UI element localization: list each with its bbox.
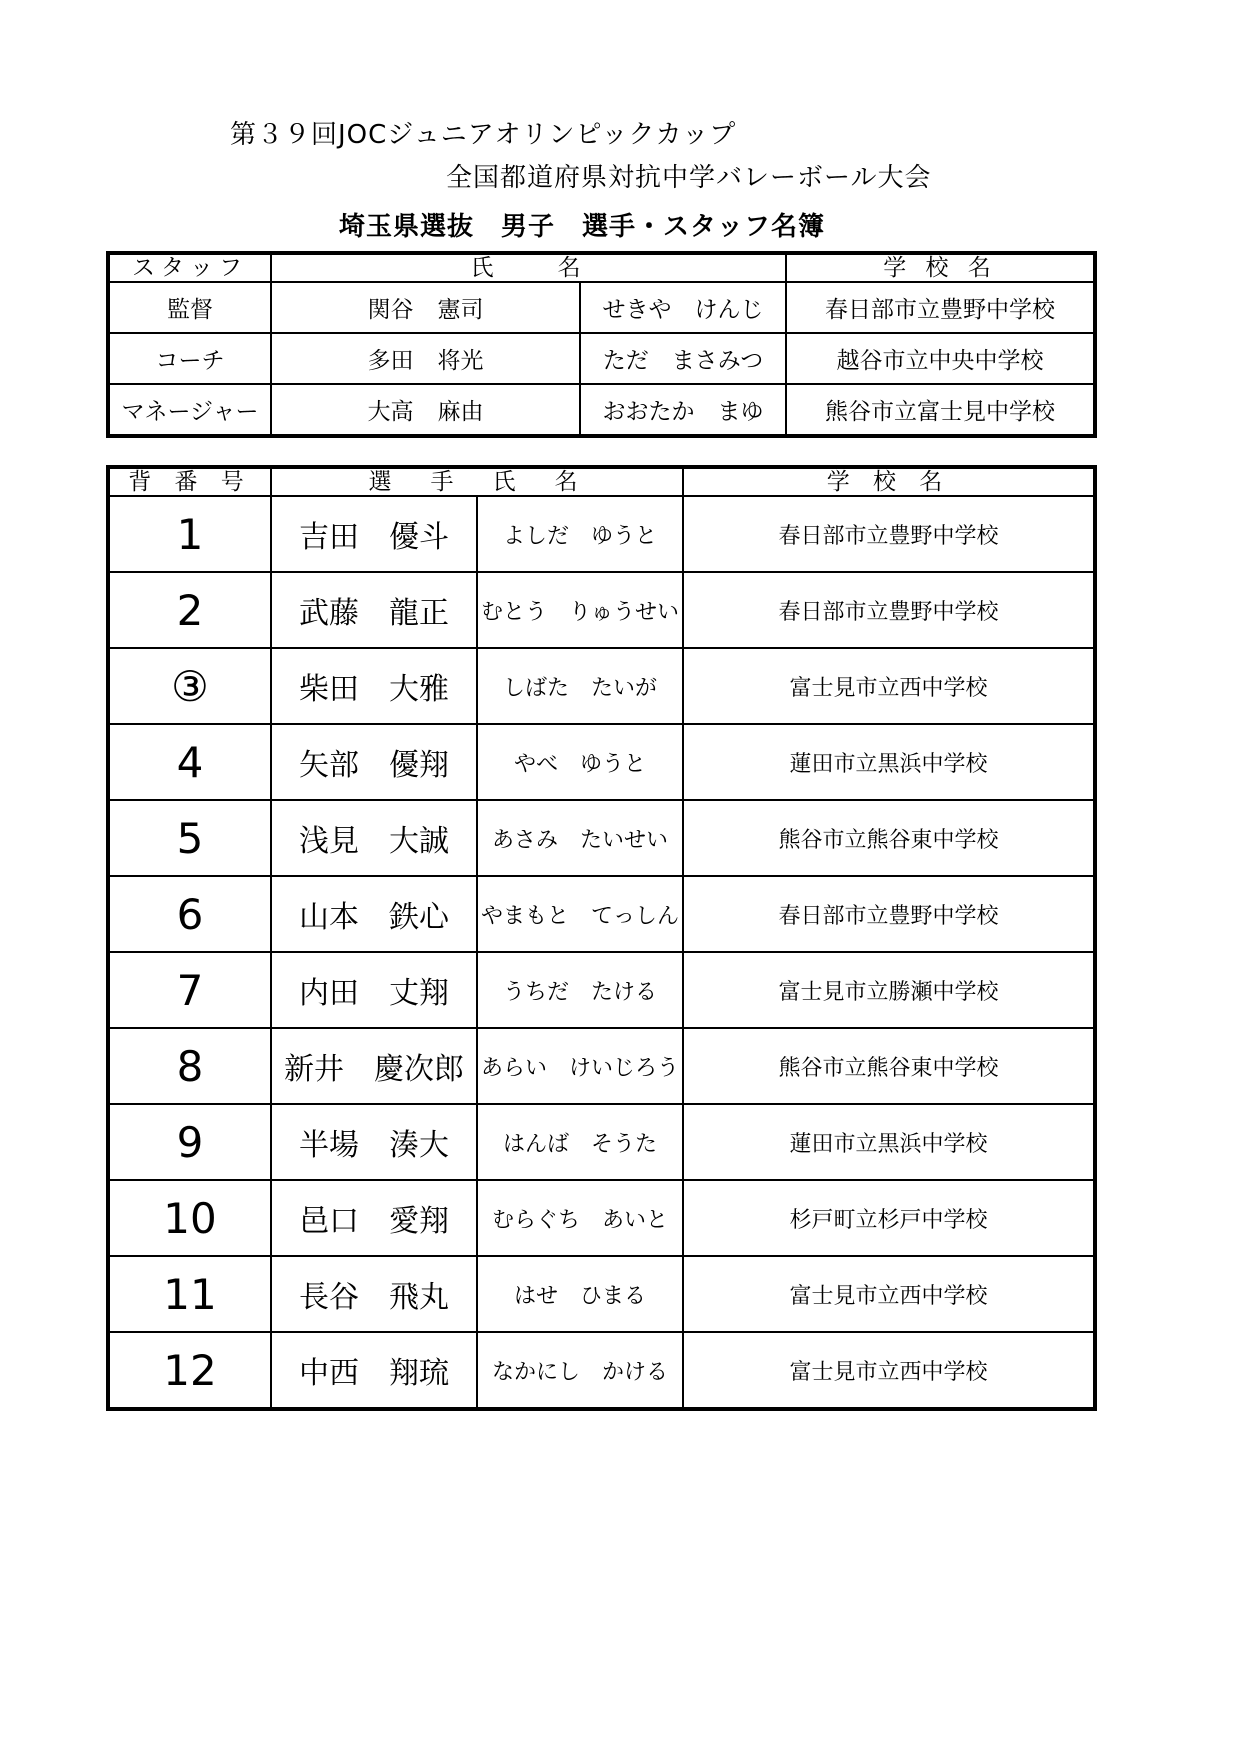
document-title-line2: 全国都道府県対抗中学バレーボール大会 bbox=[446, 163, 932, 193]
player-name bbox=[271, 1180, 477, 1256]
player-number: 6 bbox=[108, 876, 271, 952]
header-player-name: 選 手 氏 名 bbox=[271, 467, 683, 496]
player-number: 12 bbox=[108, 1332, 271, 1409]
staff-row bbox=[108, 384, 1095, 436]
player-number: 2 bbox=[108, 572, 271, 648]
player-number: 9 bbox=[108, 1104, 271, 1180]
player-number: 11 bbox=[108, 1256, 271, 1332]
staff-kana: せきや けんじ bbox=[580, 282, 786, 333]
name-given: 優翔 bbox=[389, 748, 449, 783]
player-school: 春日部市立豊野中学校 bbox=[683, 572, 1095, 648]
staff-name bbox=[271, 384, 580, 436]
player-school: 富士見市立西中学校 bbox=[683, 1256, 1095, 1332]
player-name bbox=[271, 876, 477, 952]
player-table bbox=[106, 465, 1097, 1411]
player-school: 富士見市立勝瀬中学校 bbox=[683, 952, 1095, 1028]
staff-row bbox=[108, 333, 1095, 384]
header-school: 学 校 名 bbox=[683, 467, 1095, 496]
name-given: 翔琉 bbox=[389, 1356, 449, 1391]
player-school: 熊谷市立熊谷東中学校 bbox=[683, 1028, 1095, 1104]
staff-kana: ただ まさみつ bbox=[580, 333, 786, 384]
document-title-line1: 第３９回JOCジュニアオリンピックカップ bbox=[230, 120, 737, 150]
player-row bbox=[108, 1332, 1095, 1409]
header-number: 背 番 号 bbox=[108, 467, 271, 496]
player-number: ③ bbox=[108, 648, 271, 724]
player-school: 熊谷市立熊谷東中学校 bbox=[683, 800, 1095, 876]
player-number: 4 bbox=[108, 724, 271, 800]
player-kana: よしだ ゆうと bbox=[477, 496, 683, 572]
name-given: 慶次郎 bbox=[374, 1052, 464, 1087]
staff-role: コーチ bbox=[108, 333, 271, 384]
staff-table bbox=[106, 251, 1097, 438]
player-row bbox=[108, 572, 1095, 648]
player-row bbox=[108, 876, 1095, 952]
player-name bbox=[271, 648, 477, 724]
name-given: 湊大 bbox=[389, 1128, 449, 1163]
name-given: 優斗 bbox=[389, 520, 449, 555]
player-row bbox=[108, 648, 1095, 724]
name-family: 内田 bbox=[299, 976, 359, 1011]
document-subtitle: 埼玉県選抜 男子 選手・スタッフ名簿 bbox=[339, 212, 826, 242]
player-row bbox=[108, 1104, 1095, 1180]
player-school: 春日部市立豊野中学校 bbox=[683, 496, 1095, 572]
player-kana: あらい けいじろう bbox=[477, 1028, 683, 1104]
player-name bbox=[271, 572, 477, 648]
player-name bbox=[271, 1104, 477, 1180]
staff-school: 越谷市立中央中学校 bbox=[786, 333, 1095, 384]
player-name bbox=[271, 1332, 477, 1409]
player-kana: はんば そうた bbox=[477, 1104, 683, 1180]
player-row bbox=[108, 496, 1095, 572]
player-row bbox=[108, 724, 1095, 800]
staff-row bbox=[108, 282, 1095, 333]
name-family: 多田 bbox=[367, 348, 414, 374]
player-name bbox=[271, 724, 477, 800]
player-kana: やべ ゆうと bbox=[477, 724, 683, 800]
name-given: 将光 bbox=[437, 348, 484, 374]
staff-table-header bbox=[108, 253, 1095, 282]
player-table-header bbox=[108, 467, 1095, 496]
player-row bbox=[108, 1256, 1095, 1332]
header-staff: スタッフ bbox=[108, 253, 271, 282]
name-given: 大誠 bbox=[389, 824, 449, 859]
player-row bbox=[108, 1180, 1095, 1256]
player-row bbox=[108, 952, 1095, 1028]
player-kana: はせ ひまる bbox=[477, 1256, 683, 1332]
staff-school: 熊谷市立富士見中学校 bbox=[786, 384, 1095, 436]
player-kana: むらぐち あいと bbox=[477, 1180, 683, 1256]
player-kana: なかにし かける bbox=[477, 1332, 683, 1409]
name-given: 麻由 bbox=[437, 399, 484, 425]
player-name bbox=[271, 952, 477, 1028]
name-given: 鉄心 bbox=[389, 900, 449, 935]
name-given: 龍正 bbox=[389, 596, 449, 631]
player-name bbox=[271, 800, 477, 876]
player-kana: あさみ たいせい bbox=[477, 800, 683, 876]
name-family: 半場 bbox=[299, 1128, 359, 1163]
name-family: 山本 bbox=[299, 900, 359, 935]
name-family: 中西 bbox=[299, 1356, 359, 1391]
name-family: 浅見 bbox=[299, 824, 359, 859]
name-given: 愛翔 bbox=[389, 1204, 449, 1239]
name-given: 大雅 bbox=[389, 672, 449, 707]
name-given: 飛丸 bbox=[389, 1280, 449, 1315]
name-family: 長谷 bbox=[299, 1280, 359, 1315]
player-name bbox=[271, 1256, 477, 1332]
player-school: 蓮田市立黒浜中学校 bbox=[683, 1104, 1095, 1180]
player-kana: しばた たいが bbox=[477, 648, 683, 724]
staff-name bbox=[271, 333, 580, 384]
player-school: 蓮田市立黒浜中学校 bbox=[683, 724, 1095, 800]
player-school: 富士見市立西中学校 bbox=[683, 1332, 1095, 1409]
name-family: 大高 bbox=[367, 399, 414, 425]
name-given: 丈翔 bbox=[389, 976, 449, 1011]
name-family: 関谷 bbox=[367, 297, 414, 323]
name-family: 柴田 bbox=[299, 672, 359, 707]
staff-name bbox=[271, 282, 580, 333]
player-number: 8 bbox=[108, 1028, 271, 1104]
header-name: 氏 名 bbox=[271, 253, 786, 282]
name-given: 憲司 bbox=[437, 297, 484, 323]
staff-school: 春日部市立豊野中学校 bbox=[786, 282, 1095, 333]
name-family: 邑口 bbox=[299, 1204, 359, 1239]
player-name bbox=[271, 496, 477, 572]
player-kana: うちだ たける bbox=[477, 952, 683, 1028]
player-school: 春日部市立豊野中学校 bbox=[683, 876, 1095, 952]
staff-kana: おおたか まゆ bbox=[580, 384, 786, 436]
name-family: 吉田 bbox=[299, 520, 359, 555]
name-family: 新井 bbox=[284, 1052, 344, 1087]
player-row bbox=[108, 800, 1095, 876]
player-school: 杉戸町立杉戸中学校 bbox=[683, 1180, 1095, 1256]
player-school: 富士見市立西中学校 bbox=[683, 648, 1095, 724]
player-kana: やまもと てっしん bbox=[477, 876, 683, 952]
player-number: 7 bbox=[108, 952, 271, 1028]
player-number: 10 bbox=[108, 1180, 271, 1256]
name-family: 武藤 bbox=[299, 596, 359, 631]
staff-role: 監督 bbox=[108, 282, 271, 333]
player-row bbox=[108, 1028, 1095, 1104]
name-family: 矢部 bbox=[299, 748, 359, 783]
player-number: 5 bbox=[108, 800, 271, 876]
player-kana: むとう りゅうせい bbox=[477, 572, 683, 648]
header-school: 学 校 名 bbox=[786, 253, 1095, 282]
player-name bbox=[271, 1028, 477, 1104]
player-number: 1 bbox=[108, 496, 271, 572]
staff-role: マネージャー bbox=[108, 384, 271, 436]
